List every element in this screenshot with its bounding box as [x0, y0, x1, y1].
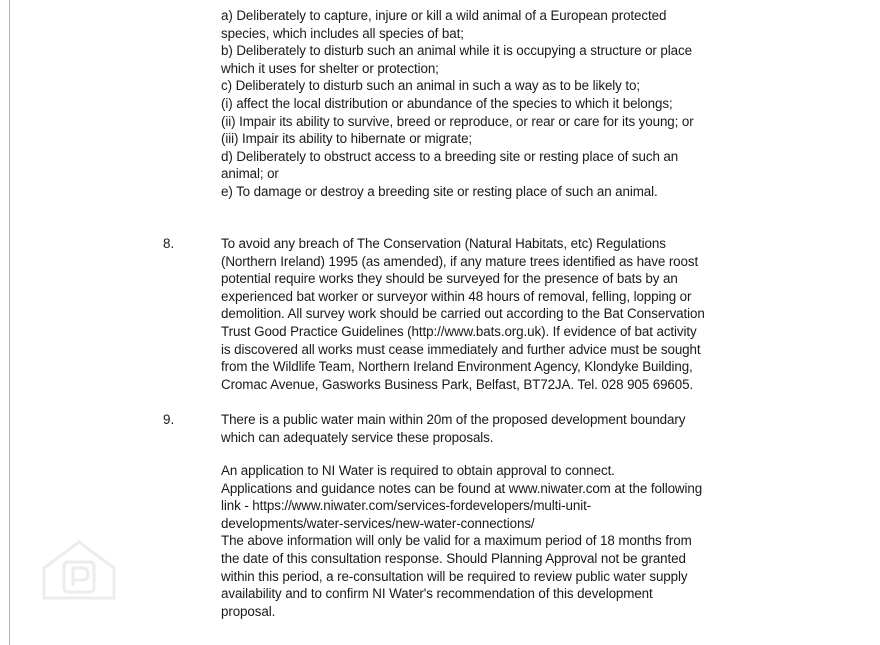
section-9-para-1 — [221, 411, 781, 446]
paragraph-line: potential require works they should be surveyed for the presence of bats by an — [221, 271, 678, 287]
paragraph-line: availability and to confirm NI Water's recommendation of this development — [221, 586, 653, 602]
page-edge-divider — [9, 0, 10, 645]
list-line: d) Deliberately to obstruct access to a breeding site or resting place of such an — [221, 148, 679, 164]
list-line: (i) affect the local distribution or abundance of the species to which it belongs; — [221, 95, 673, 111]
paragraph-line: within this period, a re-consultation will be required to review public water supply — [221, 568, 688, 584]
list-line: animal; or — [221, 166, 279, 182]
section-9-para-2 — [221, 462, 781, 620]
paragraph-line: Applications and guidance notes can be found at www.niwater.com at the following — [221, 480, 703, 496]
section-8-text — [221, 235, 781, 393]
paragraph-line: developments/water-services/new-water-connections/ — [221, 515, 535, 531]
paragraph-line: link - https://www.niwater.com/services-fordevelopers/multi-unit- — [221, 498, 592, 514]
list-line: (iii) Impair its ability to hibernate or migrate; — [221, 131, 473, 147]
paragraph-line: demolition. All survey work should be carried out according to the Bat Conservation — [221, 306, 705, 322]
offence-list — [221, 7, 781, 201]
paragraph-line: An application to NI Water is required to obtain approval to connect. — [221, 463, 615, 478]
section-8-number: 8. — [163, 236, 175, 251]
paragraph-line: experienced bat worker or surveyor within 48 hours of removal, felling, lopping or — [221, 288, 692, 304]
paragraph-line: which can adequately service these proposals. — [221, 429, 494, 445]
paragraph-line: To avoid any breach of The Conservation (Natural Habitats, etc) Regulations — [221, 236, 666, 251]
paragraph-line: from the Wildlife Team, Northern Ireland Environment Agency, Klondyke Building, — [221, 359, 693, 375]
section-9-number: 9. — [163, 412, 175, 427]
paragraph-line: There is a public water main within 20m of the proposed development boundary — [221, 412, 686, 427]
paragraph-line: Trust Good Practice Guidelines (http://www.bats.org.uk). If evidence of bat activity — [221, 323, 697, 339]
paragraph-line: The above information will only be valid for a maximum period of 18 months from — [221, 533, 692, 549]
list-line: a) Deliberately to capture, injure or kill a wild animal of a European protected — [221, 8, 667, 23]
paragraph-line: is discovered all works must cease immediately and further advice must be sought — [221, 341, 701, 357]
list-line: (ii) Impair its ability to survive, breed or reproduce, or rear or care for its young; or — [221, 113, 694, 129]
paragraph-line: Cromac Avenue, Gasworks Business Park, Belfast, BT72JA. Tel. 028 905 69605. — [221, 376, 694, 392]
paragraph-line: (Northern Ireland) 1995 (as amended), if any mature trees identified as have roost — [221, 253, 699, 269]
list-line: species, which includes all species of bat; — [221, 25, 464, 41]
list-line: b) Deliberately to disturb such an animal while it is occupying a structure or place — [221, 43, 692, 59]
paragraph-line: proposal. — [221, 603, 276, 619]
paragraph-line: the date of this consultation response. Should Planning Approval not be granted — [221, 550, 686, 566]
list-line: which it uses for shelter or protection; — [221, 60, 439, 76]
list-line: e) To damage or destroy a breeding site or resting place of such an animal. — [221, 183, 658, 199]
list-line: c) Deliberately to disturb such an animal in such a way as to be likely to; — [221, 78, 640, 94]
property-logo-icon — [40, 538, 118, 602]
